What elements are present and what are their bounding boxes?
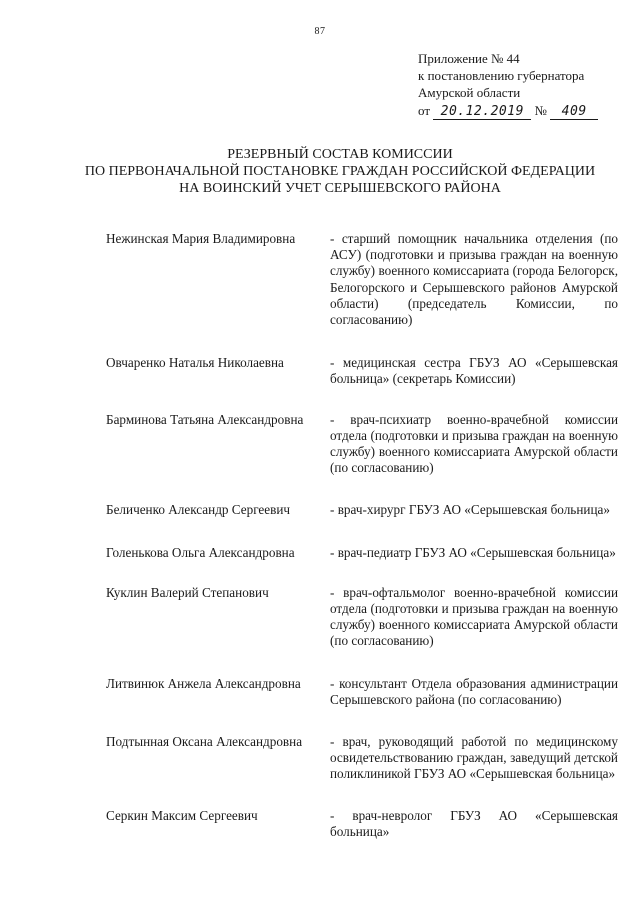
member-name: Голенькова Ольга Александровна xyxy=(106,544,295,560)
member-role: - медицинская сестра ГБУЗ АО «Серышевская больница» (секретарь Комиссии) xyxy=(330,355,618,387)
member-row xyxy=(106,231,618,328)
document-title xyxy=(40,146,640,197)
member-row xyxy=(106,585,618,650)
member-role: - консультант Отдела образования администрации Серышевского района (по согласованию) xyxy=(330,675,618,707)
member-role: - врач, руководящий работой по медицинскому освидетельствованию граждан, заведущий детской поликлиникой ГБУЗ АО «Серышевская больница» xyxy=(330,734,618,782)
members-list xyxy=(106,231,618,840)
number-prefix: № xyxy=(534,103,547,118)
appendix-number: Приложение № 44 xyxy=(418,51,520,66)
member-name: Барминова Татьяна Александровна xyxy=(106,411,304,427)
title-line-2: ПО ПЕРВОНАЧАЛЬНОЙ ПОСТАНОВКЕ ГРАЖДАН РОССИЙСКОЙ ФЕДЕРАЦИИ xyxy=(84,164,596,179)
member-role: - врач-хирург ГБУЗ АО «Серышевская больница» xyxy=(330,502,610,518)
member-name: Литвинюк Анжела Александровна xyxy=(106,675,301,691)
page-number: 87 xyxy=(314,26,326,37)
title-line-1: РЕЗЕРВНЫЙ СОСТАВ КОМИССИИ xyxy=(227,147,453,162)
appendix-date-line xyxy=(418,102,618,120)
title-line-3: НА ВОИНСКИЙ УЧЕТ СЕРЫШЕВСКОГО РАЙОНА xyxy=(179,181,501,196)
member-name: Овчаренко Наталья Николаевна xyxy=(106,355,284,371)
handwritten-number: 409 xyxy=(550,105,598,120)
date-prefix: от xyxy=(418,103,431,118)
member-role: - врач-педиатр ГБУЗ АО «Серышевская больница» xyxy=(330,544,616,560)
member-role: - врач-психиатр военно-врачебной комиссии отдела (подготовки и призыва граждан на военную службу) военного комиссариата Амурской области (по согласованию) xyxy=(330,411,618,476)
appendix-region: Амурской области xyxy=(418,85,521,100)
member-row xyxy=(106,355,618,387)
member-name: Куклин Валерий Степанович xyxy=(106,584,269,600)
member-name: Подтынная Оксана Александровна xyxy=(106,734,303,750)
member-role: - врач-невролог ГБУЗ АО «Серышевская больница» xyxy=(330,807,618,839)
member-row xyxy=(106,412,618,477)
appendix-decree: к постановлению губернатора xyxy=(418,68,585,83)
member-row xyxy=(106,734,618,783)
member-row xyxy=(106,545,618,561)
member-row xyxy=(106,502,618,518)
member-row xyxy=(106,808,618,840)
member-name: Нежинская Мария Владимировна xyxy=(106,231,296,246)
handwritten-date: 20.12.2019 xyxy=(433,105,531,120)
member-row xyxy=(106,676,618,708)
member-role: - старший помощник начальника отделения (по АСУ) (подготовки и призыва граждан на военную службу) военного комиссариата (города Белогорск, Белогорского и Серышевского районов Амурской области) (председатель Комиссии, по согласованию) xyxy=(330,231,618,328)
appendix-header xyxy=(418,50,618,120)
member-name: Серкин Максим Сергеевич xyxy=(106,807,258,823)
member-role: - врач-офтальмолог военно-врачебной комиссии отдела (подготовки и призыва граждан на военную службу) военного комиссариата Амурской области (по согласованию) xyxy=(330,584,618,649)
member-name: Беличенко Александр Сергеевич xyxy=(106,502,291,518)
